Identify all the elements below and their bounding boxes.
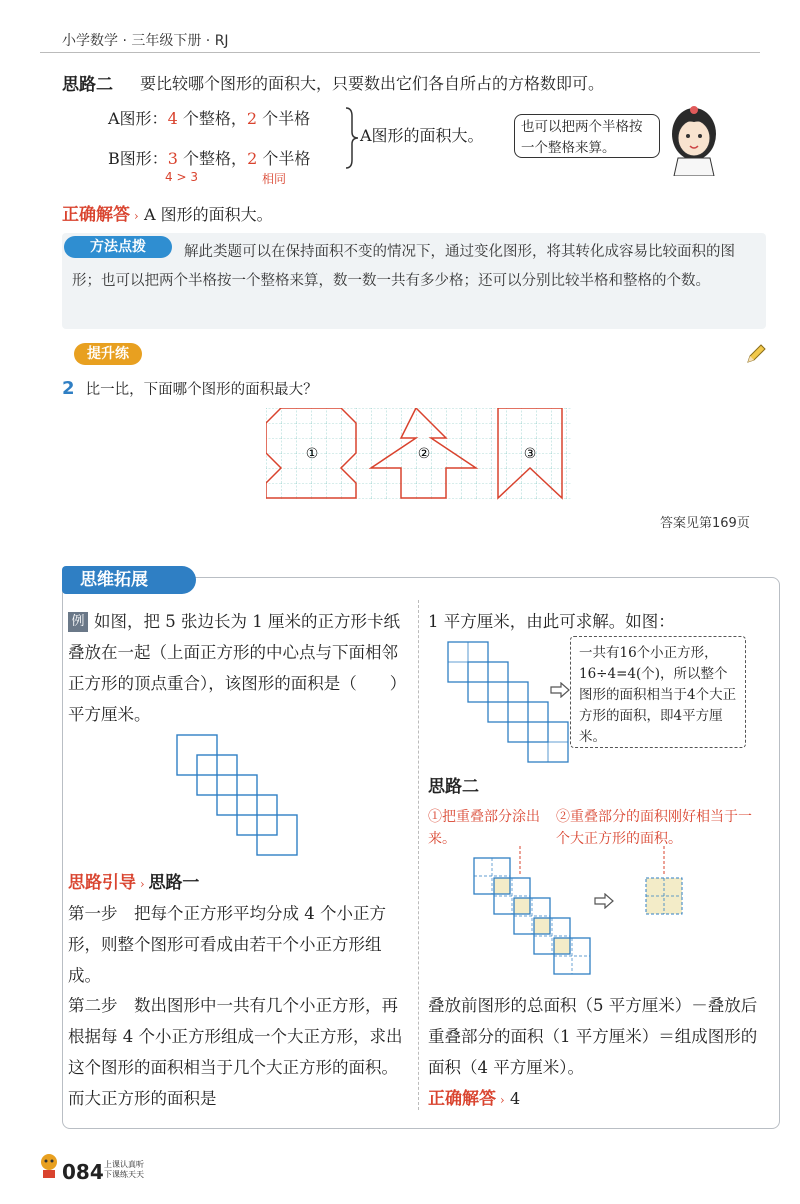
right-intro: 1 平方厘米，由此可求解。如图：: [428, 612, 675, 631]
answer2-line: 正确解答 › 4: [428, 1089, 521, 1109]
area-formula: 叠放前图形的总面积（5 平方厘米）－叠放后重叠部分的面积（1 平方厘米）＝组成图形的面积（4 平方厘米）。: [428, 996, 758, 1077]
method-tag: 方法点拨: [64, 236, 172, 258]
footer-slogan: 上课认真听 下课练天天: [104, 1160, 144, 1179]
guide-heading: 思路引导 › 思路一: [68, 873, 200, 893]
compare-whole: 4 > 3: [165, 170, 198, 184]
shape-b-line: B图形：3 个整格，2 个半格: [108, 149, 311, 168]
running-header: 小学数学 · 三年级下册 · RJ: [62, 33, 229, 49]
combined-square-figure: [642, 846, 688, 918]
shape-a-line: A图形：4 个整格，2 个半格: [108, 109, 311, 128]
example-badge: 例: [68, 612, 88, 632]
shape-3-label: ③: [523, 446, 537, 462]
note-2: ②重叠部分的面积刚好相当于一个大正方形的面积。: [556, 809, 752, 847]
note-1: ①把重叠部分涂出来。: [428, 809, 540, 847]
shape-2-label: ②: [417, 446, 431, 462]
method-text: 解此类题可以在保持面积不变的情况下，通过变化图形，将其转化成容易比较面积的图形；也可以把两个半格按一个整格来算，数一数一共有多少格；还可以分别比较半格和整格的个数。: [72, 244, 735, 289]
thinking-tag: 思维拓展: [62, 566, 196, 594]
brace-icon: [344, 106, 360, 170]
column-divider: [418, 600, 419, 1110]
stacked-squares-figure: [176, 734, 298, 856]
mascot-icon: [38, 1152, 60, 1178]
answer-reference: 答案见第169页: [660, 516, 750, 531]
approach2-conclusion: A图形的面积大。: [360, 126, 484, 145]
approach2-title: 思路二: [428, 777, 479, 797]
step-1: 第一步 把每个正方形平均分成 4 个小正方形，则整个图形可看成由若干个小正方形组成。: [68, 904, 386, 985]
approach2-text: 要比较哪个图形的面积大，只要数出它们各自所占的方格数即可。: [140, 74, 605, 93]
speech-bubble: 也可以把两个半格按一个整格来算。: [514, 114, 660, 158]
arrow-right-icon: [550, 682, 570, 698]
example-problem: 例 如图，把 5 张边长为 1 厘米的正方形卡纸叠放在一起（上面正方形的中心点与下面相邻正方形的顶点重合），该图形的面积是（ ）平方厘米。: [68, 612, 407, 724]
subdivided-squares-figure: [446, 640, 570, 764]
girl-avatar-icon: [656, 96, 736, 176]
answer1-line: 正确解答 › A 图形的面积大。: [62, 205, 273, 225]
practice-tag: 提升练: [74, 343, 142, 365]
arrow-right-icon-2: [594, 893, 614, 909]
step-2: 第二步 数出图形中一共有几个小正方形，再根据每 4 个小正方形组成一个大正方形，求出这个图形的面积相当于几个大正方形的面积。而大正方形的面积是: [68, 996, 403, 1108]
shape-1-label: ①: [305, 446, 319, 462]
page-number: 084: [62, 1160, 104, 1184]
practice-grid-figure: [266, 408, 572, 500]
compare-half: 相同: [262, 172, 287, 186]
approach2-label: 思路二: [62, 75, 113, 95]
note-box: 一共有16个小正方形，16÷4=4(个)，所以整个图形的面积相当于4个大正方形的面积，即4平方厘米。: [570, 636, 746, 748]
overlap-squares-figure: [470, 846, 600, 976]
header-divider: [40, 52, 760, 53]
practice-question: 2 比一比，下面哪个图形的面积最大？: [62, 378, 318, 399]
pencil-icon: [744, 342, 768, 366]
